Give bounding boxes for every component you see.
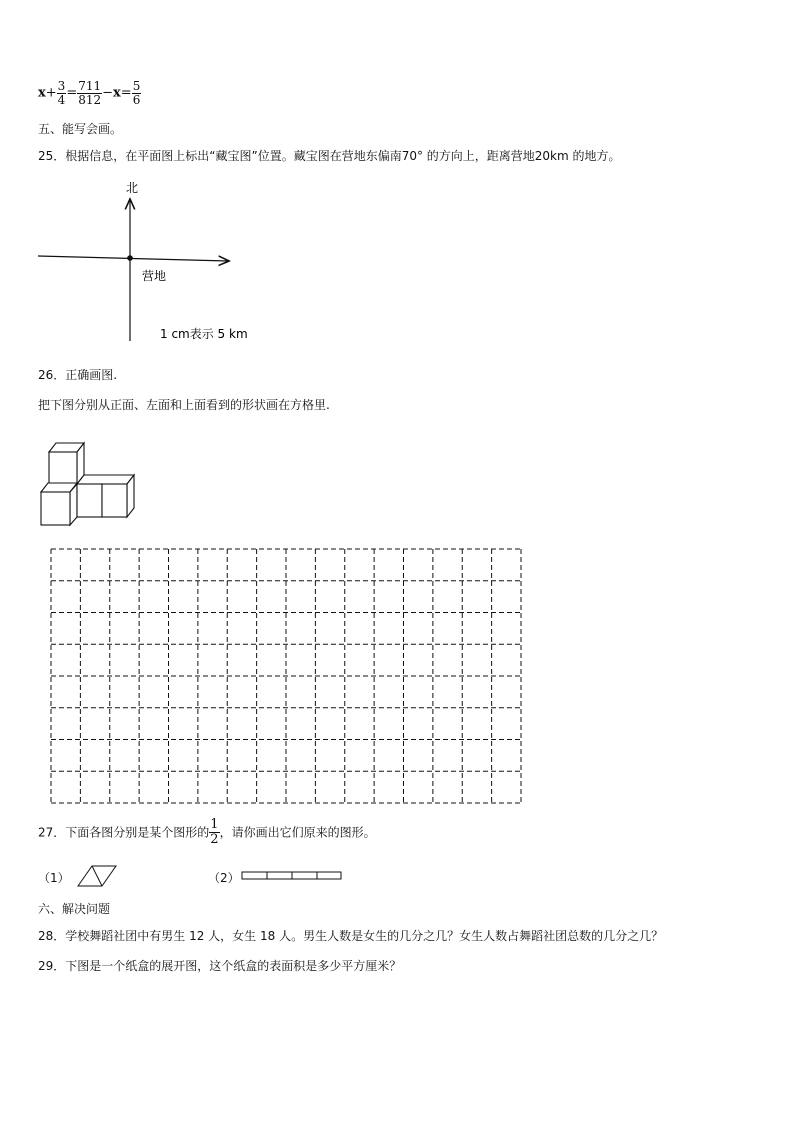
cube-front-face [41, 492, 70, 525]
camp-label: 营地 [142, 269, 167, 283]
question-27 [38, 818, 376, 846]
cube-side-face [70, 484, 77, 525]
figure-2-label: （2） [208, 871, 240, 885]
var-x: x [113, 85, 121, 101]
question-29-text: 29．下图是一个纸盒的展开图，这个纸盒的表面积是多少平方厘米？ [38, 959, 402, 973]
north-label: 北 [126, 181, 139, 195]
strip-figure [240, 868, 344, 884]
dashed-grid[interactable] [50, 548, 522, 804]
cube-figure [36, 434, 140, 528]
question-26-title: 26．正确画图. [38, 368, 118, 382]
var-x: x [38, 85, 46, 101]
question-25-text: 25．根据信息，在平面图上标出“藏宝图”位置。藏宝图在营地东偏南70° 的方向上，距离营地20km 的地方。 [38, 149, 621, 163]
east-axis [38, 256, 228, 261]
scale-label: 1 cm表示 5 km [160, 327, 248, 341]
cube-front-face [49, 452, 77, 484]
minus-sign: − [102, 85, 114, 101]
compass-diagram [30, 175, 260, 350]
question-27-prefix: 27．下面各图分别是某个图形的 [38, 825, 210, 840]
section-heading-5: 五、能写会画。 [38, 122, 123, 136]
question-27-suffix: ，请你画出它们原来的图形。 [219, 825, 376, 840]
question-28-text: 28．学校舞蹈社团中有男生 12 人，女生 18 人。男生人数是女生的几分之几？女生人数占舞蹈社团总数的几分之几？ [38, 929, 664, 943]
equals-sign: = [66, 85, 78, 101]
fraction-5-6: $\frac{5}{6}$ [132, 79, 141, 107]
section-heading-6: 六、解决问题 [38, 902, 111, 916]
equals-sign: = [120, 85, 132, 101]
plus-sign: + [45, 85, 57, 101]
cube-front-face [77, 484, 102, 517]
figure-1-label: （1） [38, 871, 70, 885]
cube-top-face [77, 475, 134, 484]
cube-front-face [102, 484, 127, 517]
parallelogram-figure [72, 864, 120, 890]
camp-point [127, 255, 133, 261]
fraction-1-2: $\frac{1}{2}$ [210, 817, 219, 847]
fraction-3-4: $\frac{3}{4}$ [57, 79, 66, 107]
question-26-text: 把下图分别从正面、左面和上面看到的形状画在方格里. [38, 398, 330, 412]
equation [38, 80, 141, 106]
fraction-711-812: $\frac{711}{812}$ [78, 79, 102, 107]
